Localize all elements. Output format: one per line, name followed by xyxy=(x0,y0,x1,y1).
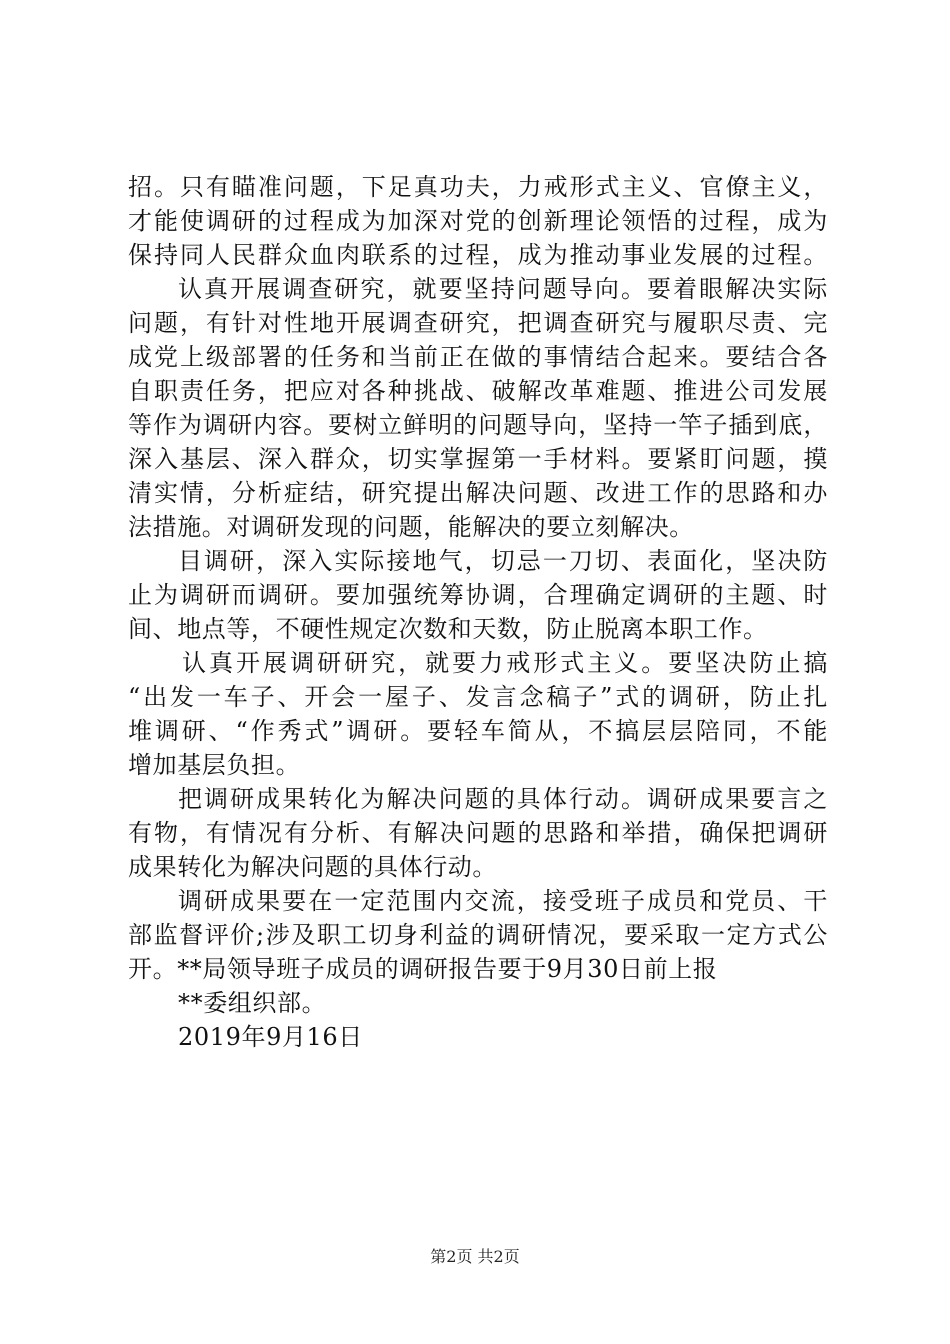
paragraph-first-line: 把调研成果转化为解决问题的具体行动。调研成果要言之 xyxy=(178,785,828,813)
text-line: 问题，有针对性地开展调查研究，把调查研究与履职尽责、完 xyxy=(128,309,828,337)
text-line: 保持同人民群众血肉联系的过程，成为推动事业发展的过程。 xyxy=(128,241,828,269)
text-line: 增加基层负担。 xyxy=(128,751,301,779)
paragraph-first-line: 目调研，深入实际接地气，切忌一刀切、表面化，坚决防 xyxy=(178,547,828,575)
text-line: 间、地点等，不硬性规定次数和天数，防止脱离本职工作。 xyxy=(128,615,768,643)
paragraph-first-line: 认真开展调查研究，就要坚持问题导向。要着眼解决实际 xyxy=(178,275,828,303)
text-line: 招。只有瞄准问题，下足真功夫，力戒形式主义、官僚主义， xyxy=(128,173,828,201)
document-date: 2019年9月16日 xyxy=(178,1023,363,1051)
paragraph-first-line: 调研成果要在一定范围内交流，接受班子成员和党员、干 xyxy=(178,887,828,915)
text-line: 清实情，分析症结，研究提出解决问题、改进工作的思路和办 xyxy=(128,479,828,507)
text-line: 法措施。对调研发现的问题，能解决的要立刻解决。 xyxy=(128,513,694,541)
text-line: 止为调研而调研。要加强统筹协调，合理确定调研的主题、时 xyxy=(128,581,828,609)
text-line: 才能使调研的过程成为加深对党的创新理论领悟的过程，成为 xyxy=(128,207,828,235)
text-line: 成党上级部署的任务和当前正在做的事情结合起来。要结合各 xyxy=(128,343,828,371)
text-line: 开。**局领导班子成员的调研报告要于9月30日前上报 xyxy=(128,955,718,983)
text-line: 堆调研、“作秀式”调研。要轻车简从，不搞层层陪同，不能 xyxy=(128,717,828,745)
text-line: 等作为调研内容。要树立鲜明的问题导向，坚持一竿子插到底， xyxy=(128,411,828,439)
text-line: 深入基层、深入群众，切实掌握第一手材料。要紧盯问题，摸 xyxy=(128,445,828,473)
text-line: “出发一车子、开会一屋子、发言念稿子”式的调研，防止扎 xyxy=(128,683,828,711)
text-line: 自职责任务，把应对各种挑战、破解改革难题、推进公司发展 xyxy=(128,377,828,405)
signature-organization: **委组织部。 xyxy=(178,989,327,1017)
text-line: 成果转化为解决问题的具体行动。 xyxy=(128,853,497,881)
page-footer: 第2页 共2页 xyxy=(430,1247,520,1266)
text-line: 部监督评价;涉及职工切身利益的调研情况，要采取一定方式公 xyxy=(128,921,828,949)
paragraph-first-line: 认真开展调研研究，就要力戒形式主义。要坚决防止搞 xyxy=(182,649,828,677)
text-line: 有物，有情况有分析、有解决问题的思路和举措，确保把调研 xyxy=(128,819,828,847)
